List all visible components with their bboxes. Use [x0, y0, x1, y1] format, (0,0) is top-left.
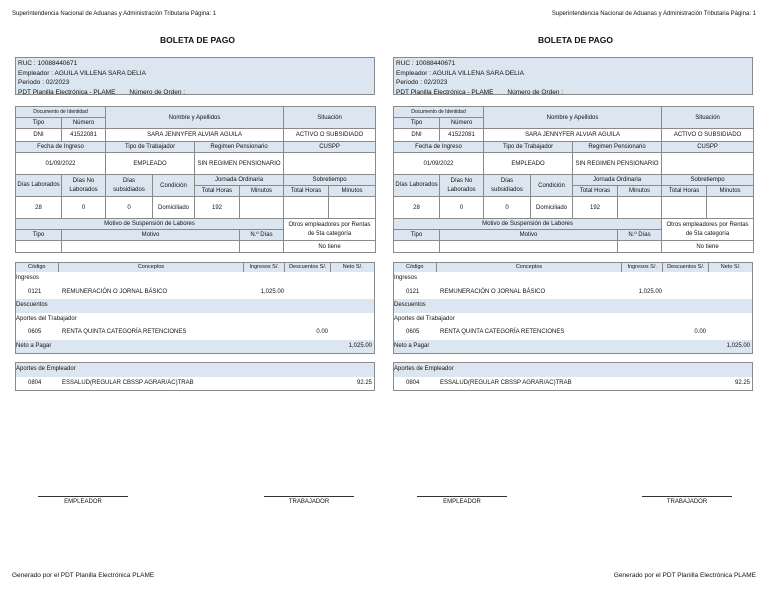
doc-identidad-header: Documento de Identidad	[394, 107, 484, 118]
firma-empleador-right	[417, 496, 507, 505]
numero-doc: 41522081	[62, 129, 106, 142]
descuentos-section-label: Descuentos	[16, 299, 374, 313]
signature-line	[38, 496, 128, 497]
employer-info	[393, 57, 753, 95]
motivo-header: Motivo	[440, 230, 618, 241]
descuentos-col-header: Descuentos S/.	[285, 263, 331, 272]
regimen-header: Regimen Pensionario	[573, 142, 662, 153]
dias-laborados: 28	[394, 197, 440, 219]
periodo: Periodo : 02/2023	[396, 79, 448, 86]
fecha-ingreso: 01/09/2022	[394, 153, 484, 175]
pdt-line	[18, 88, 372, 98]
condicion: Domiciliado	[531, 197, 573, 219]
ingreso-monto: 1,025.00	[260, 288, 284, 295]
neto-col-header: Neto S/.	[720, 264, 741, 270]
ruc: RUC : 10088440671	[18, 60, 78, 67]
signature-line	[264, 496, 354, 497]
dias-subsidiados: 0	[484, 197, 531, 219]
regimen-header: Regimen Pensionario	[195, 142, 284, 153]
pdt-label: PDT Planilla Electrónica - PLAME	[396, 88, 494, 96]
ingreso-codigo: 0121	[406, 288, 420, 295]
worker-table	[15, 106, 376, 253]
otros-empleadores-header: Otros empleadores por Rentas de 5ta categoría	[284, 219, 376, 241]
neto-monto: 1,025.00	[348, 342, 372, 349]
ingresos-section-label: Ingresos	[394, 275, 418, 281]
nombre-header: Nombre y Apellidos	[106, 107, 284, 129]
motivo-suspension-header: Motivo de Suspensión de Labores	[16, 219, 284, 230]
cuspp	[662, 153, 754, 175]
situacion-header: Situación	[662, 107, 754, 129]
aporte-codigo: 0605	[28, 329, 42, 335]
situacion: ACTIVO O SUBSIDIADO	[662, 129, 754, 142]
aportes-empleador-header: Aportes de Empleador	[16, 363, 374, 377]
tipo-trabajador-header: Tipo de Trabajador	[484, 142, 573, 153]
firma-trabajador-right	[642, 496, 732, 505]
cuspp	[284, 153, 376, 175]
otros-empleadores: No tiene	[662, 241, 754, 253]
sobretiempo-horas	[284, 197, 329, 219]
ingreso-concepto: REMUNERACIÓN O JORNAL BÁSICO	[62, 288, 168, 295]
aporte-emp-codigo: 0804	[406, 379, 420, 386]
jornada-header: Jornada Ordinaria	[195, 175, 284, 186]
slip-title-right: BOLETA DE PAGO	[538, 35, 613, 45]
numero-header: Número	[62, 118, 106, 129]
worker-table	[393, 106, 754, 253]
dias-laborados-header: Días Laborados	[16, 175, 62, 197]
nro-dias	[618, 241, 662, 253]
aportes-trabajador-label: Aportes del Trabajador	[394, 315, 455, 322]
motivo	[62, 241, 240, 253]
cuspp-header: CUSPP	[662, 142, 754, 153]
conceptos-header	[16, 263, 374, 272]
empleador: Empleador : AGUILA VILLENA SARA DELIA	[396, 69, 524, 77]
numero-orden-label: Número de Orden :	[507, 88, 564, 96]
neto-label: Neto a Pagar	[394, 342, 430, 349]
dias-laborados-header: Días Laborados	[394, 175, 440, 197]
situacion: ACTIVO O SUBSIDIADO	[284, 129, 376, 142]
neto-row	[16, 340, 374, 354]
aporte-row	[394, 326, 752, 340]
ruc: RUC : 10088440671	[396, 60, 456, 67]
descuentos-section-label: Descuentos	[394, 299, 752, 313]
nombre-header: Nombre y Apellidos	[484, 107, 662, 129]
ingreso-concepto: REMUNERACIÓN O JORNAL BÁSICO	[440, 288, 546, 295]
ingreso-monto: 1,025.00	[638, 288, 662, 295]
dias-subsidiados-header: Días subsidiados	[106, 175, 153, 197]
firma-empleador-left	[38, 496, 128, 505]
sobretiempo-header: Sobretiempo	[284, 175, 376, 186]
numero-orden-label: Número de Orden :	[129, 88, 186, 96]
motivo-suspension-header: Motivo de Suspensión de Labores	[394, 219, 662, 230]
ingreso-codigo: 0121	[28, 288, 42, 295]
condicion-header: Condición	[153, 175, 195, 197]
sobretiempo-header: Sobretiempo	[662, 175, 754, 186]
boleta-right	[393, 57, 753, 391]
regimen-pensionario: SIN REGIMEN PENSIONARIO	[195, 153, 284, 175]
dias-no-laborados-header: Días No Laborados	[440, 175, 484, 197]
tipo-suspension	[394, 241, 440, 253]
otros-empleadores: No tiene	[284, 241, 376, 253]
empleador: Empleador : AGUILA VILLENA SARA DELIA	[18, 69, 146, 77]
aporte-codigo: 0605	[406, 329, 420, 335]
jornada-header: Jornada Ordinaria	[573, 175, 662, 186]
fecha-ingreso-header: Fecha de Ingreso	[394, 142, 484, 153]
sobretiempo-minutos	[707, 197, 754, 219]
numero-doc: 41522081	[440, 129, 484, 142]
aporte-concepto: RENTA QUINTA CATEGORÍA RETENCIONES	[62, 329, 187, 335]
firma-label: TRABAJADOR	[666, 499, 708, 505]
sobretiempo-total-horas-header: Total Horas	[662, 186, 707, 197]
tipo-header: Tipo	[16, 118, 62, 129]
jornada-horas: 192	[195, 197, 240, 219]
conceptos-col-header: Conceptos	[437, 263, 623, 272]
firma-label: EMPLEADOR	[443, 499, 481, 505]
ingreso-row	[16, 286, 374, 300]
footer-left: Generado por el PDT Planilla Electrónica PLAME	[12, 572, 155, 579]
jornada-minutos-header: Minutos	[240, 186, 284, 197]
dias-subsidiados-header: Días subsidiados	[484, 175, 531, 197]
boleta-left	[15, 57, 375, 391]
pdt-line	[396, 88, 750, 98]
aportes-empleador-section	[15, 362, 375, 391]
ingresos-section-label: Ingresos	[16, 275, 40, 281]
tipo-doc: DNI	[16, 129, 62, 142]
ingresos-col-header: Ingresos S/.	[622, 263, 663, 272]
page-header-left: Superintendencia Nacional de Aduanas y Administración Tributaria Página: 1	[12, 11, 217, 17]
footer-right: Generado por el PDT Planilla Electrónica PLAME	[613, 572, 756, 579]
aportes-trabajador-label: Aportes del Trabajador	[16, 315, 77, 322]
conceptos-col-header: Conceptos	[59, 263, 245, 272]
sobretiempo-horas	[662, 197, 707, 219]
conceptos-section	[393, 262, 753, 354]
neto-row	[394, 340, 752, 354]
dias-no-laborados: 0	[440, 197, 484, 219]
sobretiempo-minutos-header: Minutos	[329, 186, 376, 197]
tipo-trabajador: EMPLEADO	[106, 153, 195, 175]
firma-label: TRABAJADOR	[288, 499, 330, 505]
situacion-header: Situación	[284, 107, 376, 129]
firma-trabajador-left	[264, 496, 354, 505]
tipo-trabajador-header: Tipo de Trabajador	[106, 142, 195, 153]
dias-no-laborados-header: Días No Laborados	[62, 175, 106, 197]
tipo-trabajador: EMPLEADO	[484, 153, 573, 175]
aporte-monto: 0.00	[316, 329, 328, 335]
nombre-trabajador: SARA JENNYFER ALVIAR AGUILA	[484, 129, 662, 142]
aporte-empleador-row	[394, 377, 752, 391]
ingreso-row	[394, 286, 752, 300]
descuentos-col-header: Descuentos S/.	[663, 263, 709, 272]
doc-identidad-header: Documento de Identidad	[16, 107, 106, 118]
aporte-emp-codigo: 0804	[28, 379, 42, 386]
firma-label: EMPLEADOR	[64, 499, 102, 505]
tipo-header: Tipo	[394, 118, 440, 129]
jornada-minutos-header: Minutos	[618, 186, 662, 197]
dias-laborados: 28	[16, 197, 62, 219]
neto-label: Neto a Pagar	[16, 342, 52, 349]
signature-line	[417, 496, 507, 497]
neto-monto: 1,025.00	[726, 342, 750, 349]
numero-header: Número	[440, 118, 484, 129]
nombre-trabajador: SARA JENNYFER ALVIAR AGUILA	[106, 129, 284, 142]
motivo	[440, 241, 618, 253]
dias-subsidiados: 0	[106, 197, 153, 219]
otros-empleadores-header: Otros empleadores por Rentas de 5ta categoría	[662, 219, 754, 241]
motivo-header: Motivo	[62, 230, 240, 241]
aporte-row	[16, 326, 374, 340]
fecha-ingreso-header: Fecha de Ingreso	[16, 142, 106, 153]
jornada-total-horas-header: Total Horas	[573, 186, 618, 197]
sobretiempo-total-horas-header: Total Horas	[284, 186, 329, 197]
jornada-minutos	[240, 197, 284, 219]
dias-no-laborados: 0	[62, 197, 106, 219]
aporte-emp-monto: 92.25	[734, 379, 750, 386]
sobretiempo-minutos	[329, 197, 376, 219]
employer-info	[15, 57, 375, 95]
pdt-label: PDT Planilla Electrónica - PLAME	[18, 88, 116, 96]
condicion-header: Condición	[531, 175, 573, 197]
nro-dias	[240, 241, 284, 253]
aporte-concepto: RENTA QUINTA CATEGORÍA RETENCIONES	[440, 329, 565, 335]
cuspp-header: CUSPP	[284, 142, 376, 153]
aporte-emp-monto: 92.25	[356, 379, 372, 386]
codigo-header: Código	[16, 263, 59, 272]
sobretiempo-minutos-header: Minutos	[707, 186, 754, 197]
slip-title-left: BOLETA DE PAGO	[160, 35, 235, 45]
conceptos-section	[15, 262, 375, 354]
tipo-suspension-header: Tipo	[394, 230, 440, 241]
conceptos-header	[394, 263, 752, 272]
regimen-pensionario: SIN REGIMEN PENSIONARIO	[573, 153, 662, 175]
aportes-empleador-header: Aportes de Empleador	[394, 363, 752, 377]
aporte-emp-concepto: ESSALUD(REGULAR CBSSP AGRAR/AC)TRAB	[62, 379, 194, 386]
periodo: Periodo : 02/2023	[18, 79, 70, 86]
neto-col-header: Neto S/.	[342, 264, 363, 270]
jornada-total-horas-header: Total Horas	[195, 186, 240, 197]
jornada-horas: 192	[573, 197, 618, 219]
nro-dias-header: N.º Días	[240, 230, 284, 241]
ingresos-col-header: Ingresos S/.	[244, 263, 285, 272]
fecha-ingreso: 01/09/2022	[16, 153, 106, 175]
tipo-doc: DNI	[394, 129, 440, 142]
aporte-empleador-row	[16, 377, 374, 391]
tipo-suspension	[16, 241, 62, 253]
jornada-minutos	[618, 197, 662, 219]
aporte-emp-concepto: ESSALUD(REGULAR CBSSP AGRAR/AC)TRAB	[440, 379, 572, 386]
signature-line	[642, 496, 732, 497]
tipo-suspension-header: Tipo	[16, 230, 62, 241]
aporte-monto: 0.00	[694, 329, 706, 335]
nro-dias-header: N.º Días	[618, 230, 662, 241]
page-header-right: Superintendencia Nacional de Aduanas y Administración Tributaria Página: 1	[551, 11, 756, 17]
condicion: Domiciliado	[153, 197, 195, 219]
codigo-header: Código	[394, 263, 437, 272]
aportes-empleador-section	[393, 362, 753, 391]
